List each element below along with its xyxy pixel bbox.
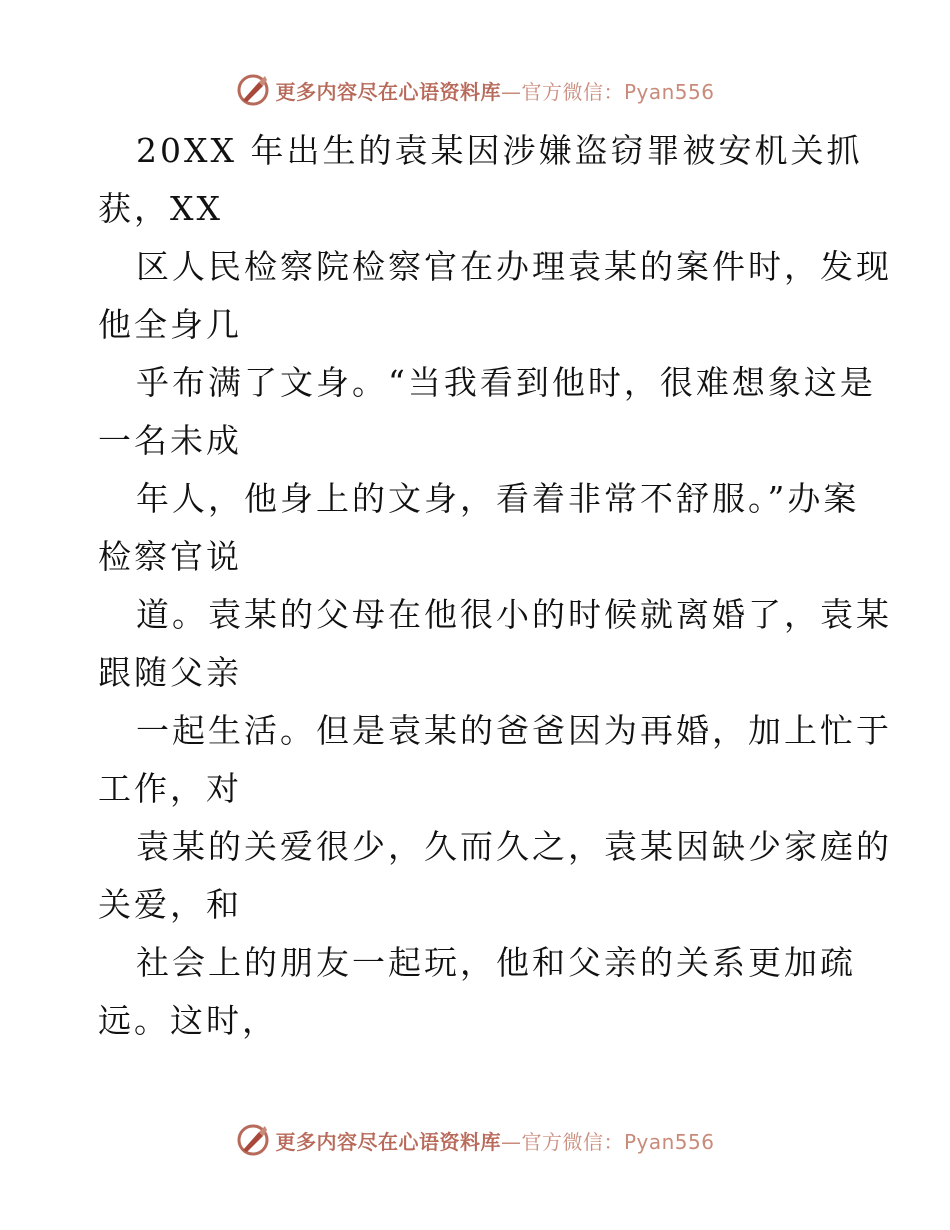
paragraph-line: 道。袁某的父母在他很小的时候就离婚了，袁某 (136, 595, 892, 634)
footer-contact-text: —官方微信：Pyan556 (500, 1129, 715, 1154)
header-watermark (0, 70, 950, 110)
paragraph-line: 乎布满了文身。“当我看到他时，很难想象这是 (136, 363, 876, 402)
document-body (98, 122, 892, 1050)
paragraph-line: 一起生活。但是袁某的爸爸因为再婚，加上忙于 (136, 711, 892, 750)
header-contact-text: —官方微信：Pyan556 (500, 79, 715, 104)
paragraph-line: 社会上的朋友一起玩，他和父亲的关系更加疏 (136, 943, 856, 982)
paragraph-line: 远。这时， (98, 1001, 278, 1040)
paragraph-line: 关爱，和 (98, 885, 242, 924)
paragraph-line: 袁某的关爱很少，久而久之，袁某因缺少家庭的 (136, 827, 892, 866)
paragraph-line: 20XX 年出生的袁某因涉嫌盗窃罪被安机关抓 (136, 131, 863, 170)
paragraph-line: 一名未成 (98, 421, 242, 460)
footer-watermark (0, 1120, 950, 1160)
paragraph-line: 检察官说 (98, 537, 242, 576)
paragraph-line: 他全身几 (98, 305, 242, 344)
pen-logo-icon (235, 72, 271, 108)
header-site-text: 更多内容尽在心语资料库 (275, 79, 501, 104)
paragraph-line: 年人，他身上的文身，看着非常不舒服。”办案 (136, 479, 860, 518)
footer-site-text: 更多内容尽在心语资料库 (275, 1129, 501, 1154)
paragraph-line: 工作，对 (98, 769, 242, 808)
paragraph-line: 跟随父亲 (98, 653, 242, 692)
paragraph-line: 获，XX (98, 189, 223, 228)
pen-logo-icon (235, 1122, 271, 1158)
paragraph-line: 区人民检察院检察官在办理袁某的案件时，发现 (136, 247, 892, 286)
